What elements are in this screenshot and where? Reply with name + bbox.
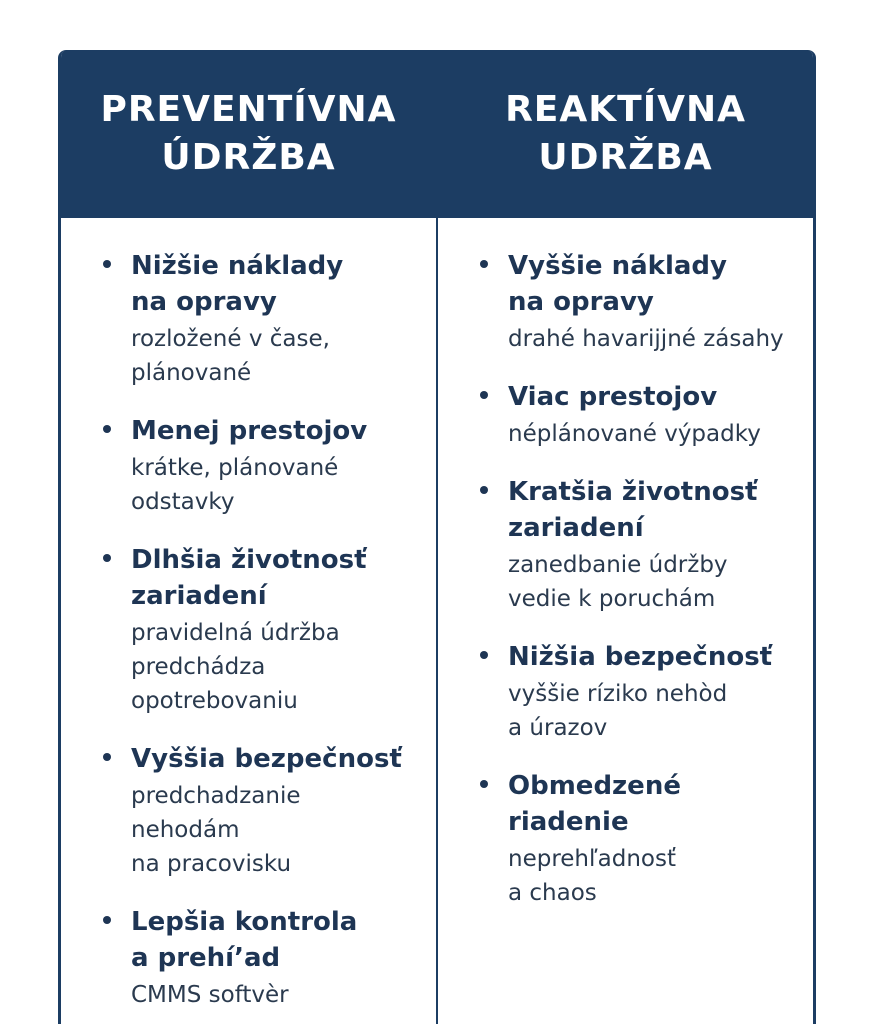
item-title: Nižšia bezpečnosť	[508, 642, 773, 672]
list-item	[480, 474, 803, 616]
item-desc: CMMS softvèr	[131, 982, 289, 1008]
item-desc: zanedbanie údržby vedie k poruchám	[508, 552, 728, 612]
reactive-list	[438, 218, 813, 933]
item-desc: pravidelná údržba predchádza opotrebovaniu	[131, 620, 340, 714]
reactive-title: REAKTÍVNA UDRŽBA	[505, 89, 746, 178]
item-desc: néplánované výpadky	[508, 421, 761, 447]
bullet-icon	[480, 486, 488, 494]
item-title: Nižšie náklady na opravy	[131, 251, 344, 317]
list-item	[480, 379, 803, 451]
list-item	[103, 413, 426, 519]
item-title: Lepšia kontrola a prehí’ad	[131, 907, 358, 973]
reactive-header	[438, 50, 813, 218]
item-title: Menej prestojov	[131, 416, 368, 446]
bullet-icon	[103, 554, 111, 562]
preventive-column	[61, 50, 436, 1024]
preventive-header	[61, 50, 436, 218]
item-title: Dlhšia životnosť zariadení	[131, 545, 367, 611]
item-desc: vyššie ríziko nehòd a úrazov	[508, 681, 728, 741]
list-item	[103, 904, 426, 1012]
item-title: Viac prestojov	[508, 382, 718, 412]
item-desc: drahé havarijjné zásahy	[508, 326, 784, 352]
comparison-table	[58, 50, 816, 1024]
preventive-title: PREVENTÍVNA ÚDRŽBA	[100, 89, 397, 178]
list-item	[480, 248, 803, 356]
item-title: Kratšia životnosť zariadení	[508, 477, 758, 543]
list-item	[103, 542, 426, 718]
item-title: Vyššie náklady na opravy	[508, 251, 727, 317]
item-desc: krátke, plánované odstavky	[131, 455, 339, 515]
bullet-icon	[480, 391, 488, 399]
item-desc: rozložené v čase, plánované	[131, 326, 330, 386]
bullet-icon	[480, 651, 488, 659]
preventive-list	[61, 218, 436, 1024]
bullet-icon	[480, 780, 488, 788]
list-item	[103, 248, 426, 390]
bullet-icon	[103, 260, 111, 268]
list-item	[480, 639, 803, 745]
bullet-icon	[103, 916, 111, 924]
item-desc: neprehľadnosť a chaos	[508, 846, 676, 906]
item-title: Vyššia bezpečnosť	[131, 744, 402, 774]
bullet-icon	[480, 260, 488, 268]
item-title: Obmedzené riadenie	[508, 771, 681, 837]
list-item	[103, 741, 426, 881]
reactive-column	[436, 50, 813, 1024]
item-desc: predchadzanie nehodám na pracovisku	[131, 783, 301, 877]
bullet-icon	[103, 753, 111, 761]
bullet-icon	[103, 425, 111, 433]
list-item	[480, 768, 803, 910]
